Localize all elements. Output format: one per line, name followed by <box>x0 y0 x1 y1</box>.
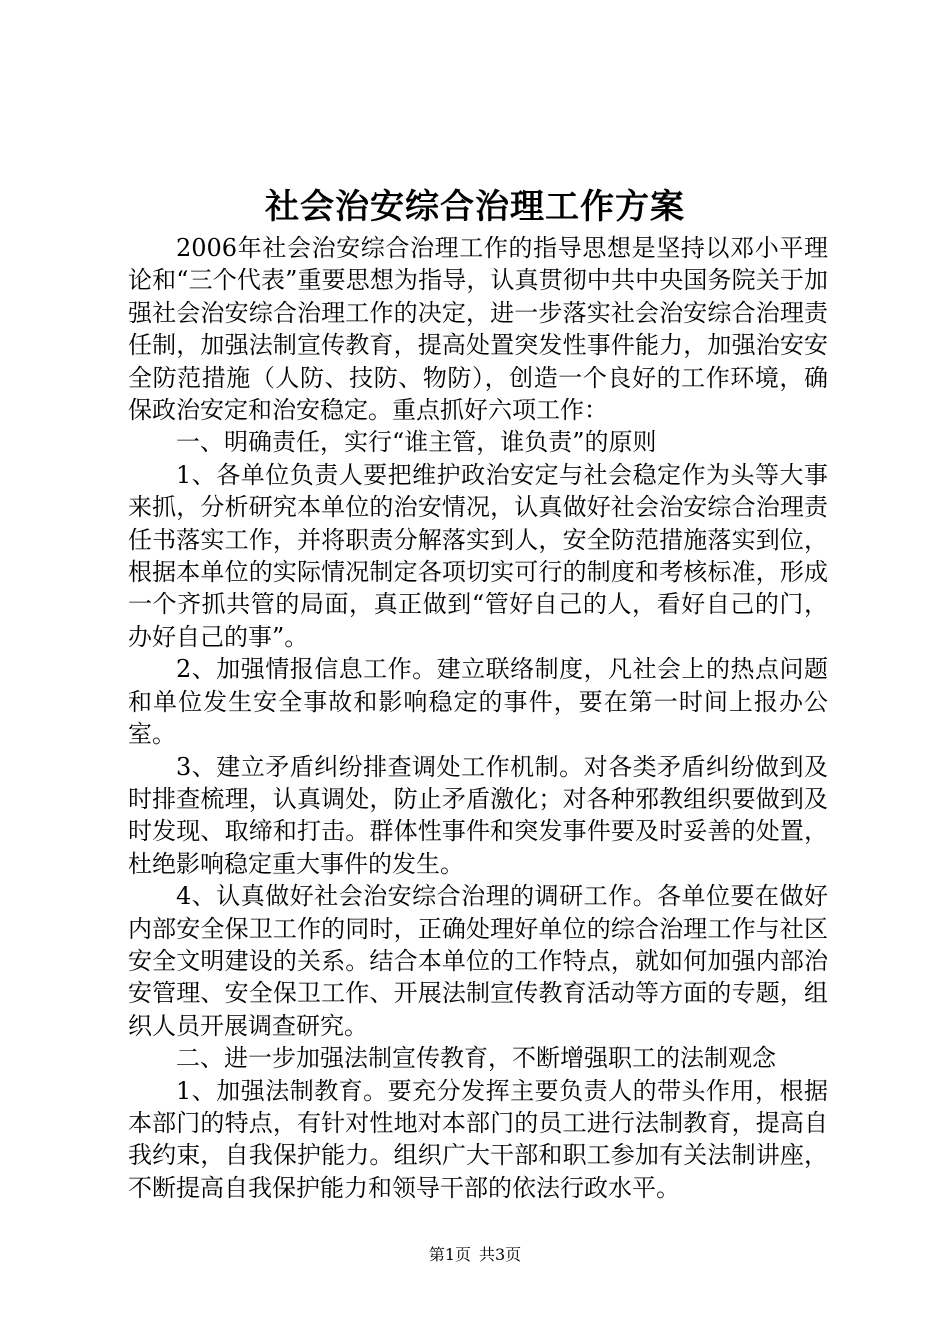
section-heading-2: 二、进一步加强法制宣传教育，不断增强职工的法制观念 <box>176 1044 776 1073</box>
document-body <box>128 232 828 1204</box>
document-title: 社会治安综合治理工作方案 <box>265 187 685 227</box>
page-number: 第1页 <box>428 1245 471 1264</box>
paragraph-intro: 2006年社会治安综合治理工作的指导思想是坚持以邓小平理论和“三个代表”重要思想为指导，认真贯彻中共中央国务院关于加强社会治安综合治理工作的决定，进一步落实社会治安综合治理责任制，加强法制宣传教育，提高处置突发性事件能力，加强治安安全防范措施（人防、技防、物防），创造一个良好的工作环境，确保政治安定和治安稳定。重点抓好六项工作： <box>128 234 828 425</box>
section-heading-1: 一、明确责任，实行“谁主管，谁负责”的原则 <box>176 428 657 457</box>
paragraph-1-2: 2、加强情报信息工作。建立联络制度，凡社会上的热点问题和单位发生安全事故和影响稳定的事件，要在第一时间上报办公室。 <box>128 655 828 749</box>
paragraph-1-3: 3、建立矛盾纠纷排查调处工作机制。对各类矛盾纠纷做到及时排查梳理，认真调处，防止矛盾激化；对各种邪教组织要做到及时发现、取缔和打击。群体性事件和突发事件要及时妥善的处置，杜绝影响稳定重大事件的发生。 <box>128 752 828 878</box>
paragraph-1-4: 4、认真做好社会治安综合治理的调研工作。各单位要在做好内部安全保卫工作的同时，正确处理好单位的综合治理工作与社区安全文明建设的关系。结合本单位的工作特点，就如何加强内部治安管理、安全保卫工作、开展法制宣传教育活动等方面的专题，组织人员开展调查研究。 <box>128 882 828 1040</box>
page-footer <box>0 1244 950 1266</box>
paragraph-2-1: 1、加强法制教育。要充分发挥主要负责人的带头作用，根据本部门的特点，有针对性地对本部门的员工进行法制教育，提高自我约束，自我保护能力。组织广大干部和职工参加有关法制讲座，不断提高自我保护能力和领导干部的依法行政水平。 <box>128 1076 828 1202</box>
paragraph-1-1: 1、各单位负责人要把维护政治安定与社会稳定作为头等大事来抓，分析研究本单位的治安情况，认真做好社会治安综合治理责任书落实工作，并将职责分解落实到人，安全防范措施落实到位，根据本单位的实际情况制定各项切实可行的制度和考核标准，形成一个齐抓共管的局面，真正做到“管好自己的人，看好自己的门，办好自己的事”。 <box>128 460 828 651</box>
page-total: 共3页 <box>479 1245 522 1264</box>
